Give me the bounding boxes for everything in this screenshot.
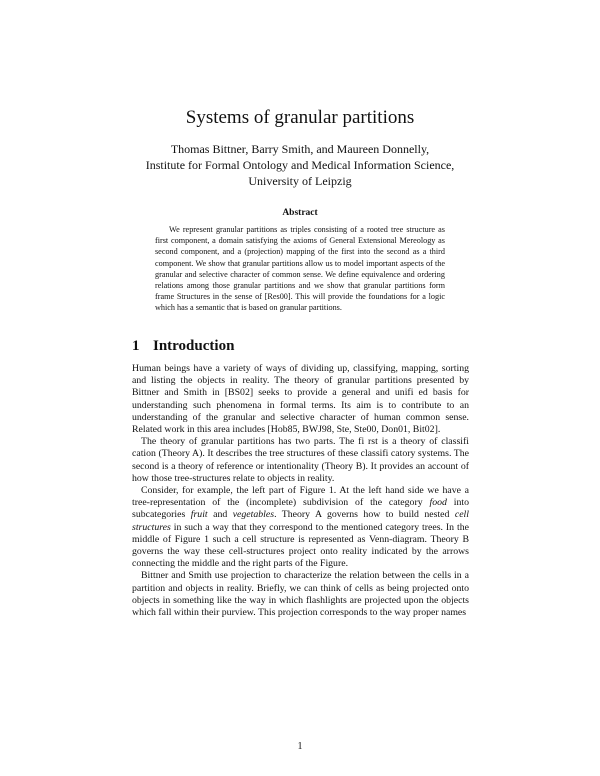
- paragraph-3-text: in such a way that they correspond to the mentioned category trees. In the middle of Figure 1 such a cell structure is represented as Venn-diagram. Theory B governs the way these cell-structures project onto reality indicated by the arrows connecting the middle and the right parts of the Figure.: [132, 521, 469, 570]
- abstract-heading: Abstract: [282, 208, 318, 218]
- author-block: [0, 141, 600, 189]
- abstract-text: We represent granular partitions as triples consisting of a rooted tree structure as first component, a domain satisfying the axioms of General Extensional Mereology as second component, and a (projection) mapping of the first into the second as a third component. We show that granular partitions allow us to model important aspects of the granular and selective character of common sense. We define equivalence and ordering relations among those granular partitions and we show that granular partitions form frame Structures in the sense of [Res00]. This will provide the foundations for a logic which has a semantic that is based on granular partitions.: [155, 225, 445, 313]
- term-fruit: fruit: [190, 509, 208, 521]
- section-number: 1: [132, 338, 140, 354]
- paragraph-3: [132, 485, 469, 570]
- paragraph-3-text: and: [207, 509, 233, 521]
- author-university: University of Leipzig: [248, 174, 352, 188]
- term-vegetables: vegetables: [232, 509, 275, 521]
- paragraph-2: The theory of granular partitions has two parts. The fi rst is a theory of classifi cation (Theory A). It describes the tree structures of these classifi catory systems. The second is a theory of reference or intentionality (Theory B). It provides an account of how those tree-structures relate to objects in reality.: [132, 436, 469, 484]
- term-cell-structures: cell structures: [132, 509, 469, 533]
- paragraph-1: Human beings have a variety of ways of dividing up, classifying, mapping, sorting and listing the objects in reality. The theory of granular partitions presented by Bittner and Smith in [BS02] seeks to provide a general and unifi ed basis for understanding such phenomena in formal terms. Its aim is to contribute to an understanding of the granular and selective character of human common sense. Related work in this area includes [Hob85, BWJ98, Ste, Ste00, Don01, Bit02].: [132, 363, 469, 436]
- section-title: Introduction: [153, 338, 235, 354]
- page-number: 1: [297, 741, 303, 752]
- paragraph-3-text: Consider, for example, the left part of Figure 1. At the left hand side we have a tree-representation of the (incomplete) subdivision of the category: [132, 485, 469, 509]
- section-heading: [132, 338, 234, 355]
- section-body: [132, 363, 469, 619]
- abstract-body: [155, 224, 445, 314]
- author-institute: Institute for Formal Ontology and Medical Information Science,: [145, 158, 455, 172]
- paragraph-3-text: . Theory A governs how to build nested: [274, 509, 455, 521]
- term-food: food: [429, 497, 447, 509]
- paper-title: Systems of granular partitions: [185, 107, 415, 128]
- paragraph-4: Bittner and Smith use projection to characterize the relation between the cells in a partition and objects in reality. Briefly, we can think of cells as being projected onto objects in something like the way in which flashlights are projected upon the objects which fall within their purview. This projection corresponds to the way proper names: [132, 570, 469, 619]
- author-names: Thomas Bittner, Barry Smith, and Maureen Donnelly,: [170, 142, 430, 156]
- paragraph-3-text: into subcategories: [132, 497, 469, 521]
